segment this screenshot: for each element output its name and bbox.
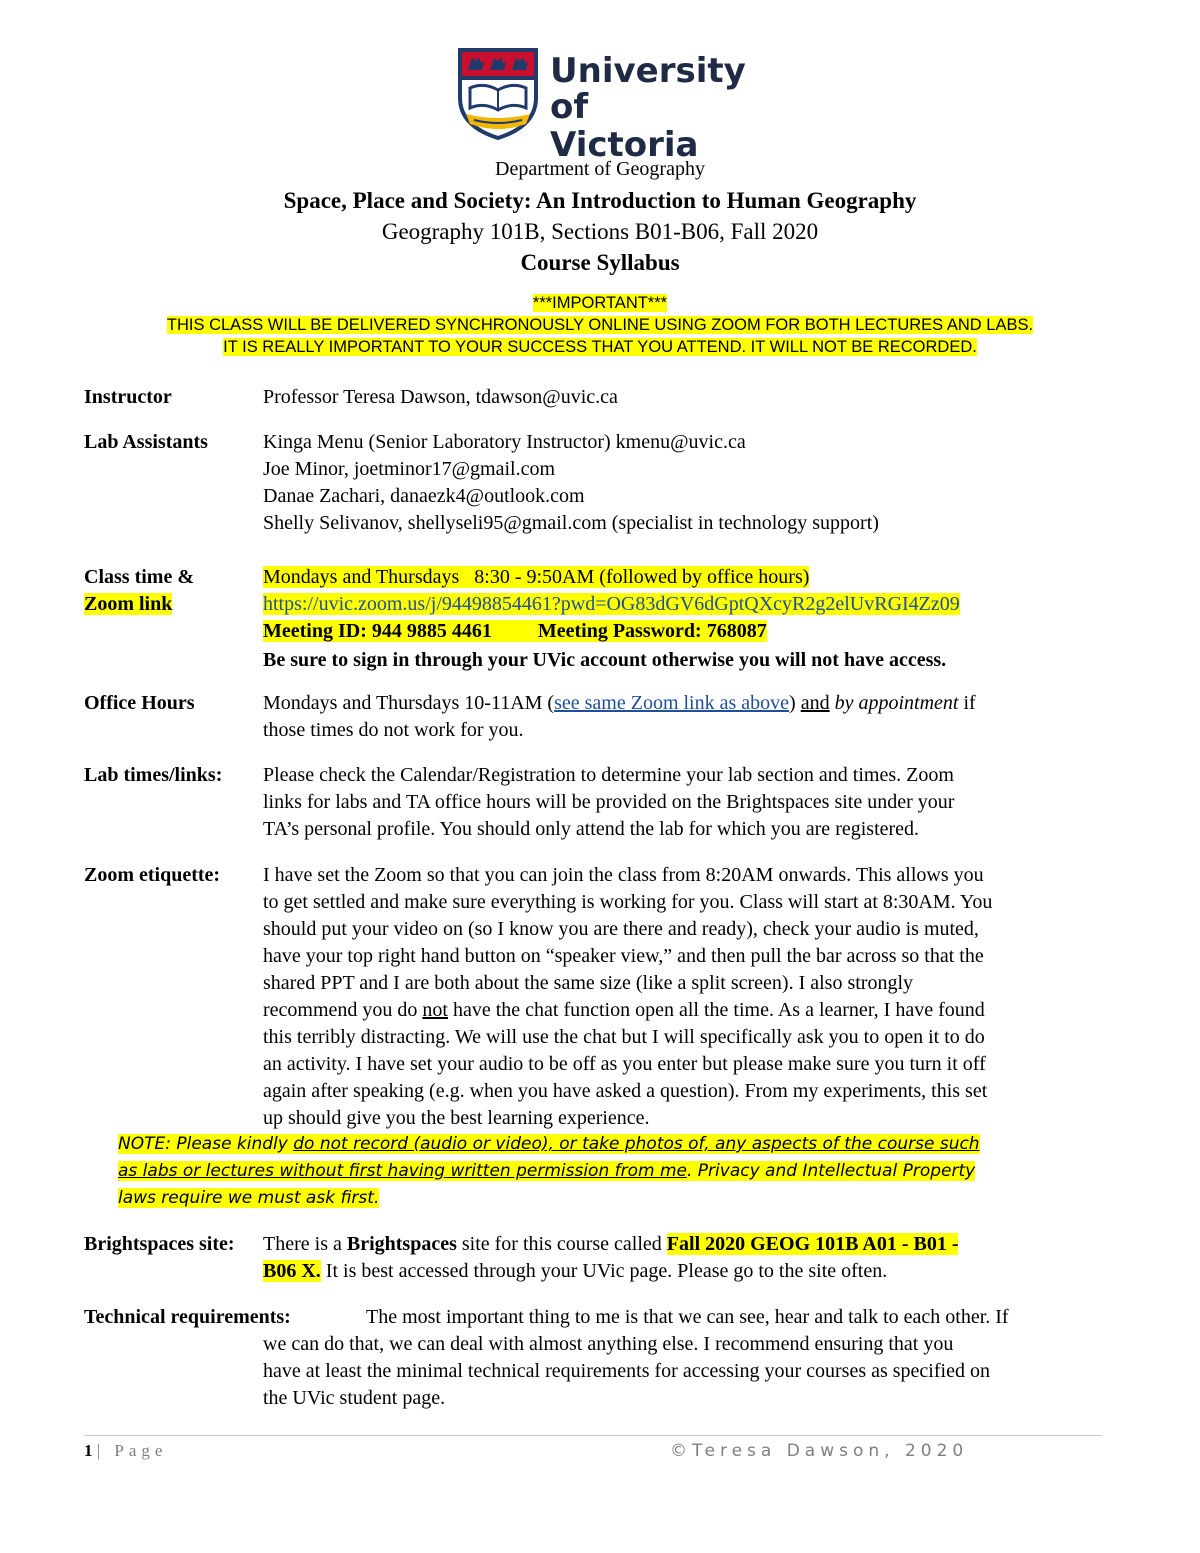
important-heading: ***IMPORTANT*** bbox=[532, 294, 668, 312]
crest-icon bbox=[456, 48, 540, 140]
note-text: laws require we must ask first. bbox=[118, 1188, 380, 1208]
zoom-etiquette-line: I have set the Zoom so that you can join the class from 8:20AM onwards. This allows you bbox=[263, 864, 984, 886]
zoom-etiquette-line: again after speaking (e.g. when you have asked a question). From my experiments, this set bbox=[263, 1080, 988, 1102]
office-hours-text: if bbox=[958, 692, 976, 714]
course-code: Geography 101B, Sections B01-B06, Fall 2020 bbox=[381, 219, 819, 244]
technical-requirements-value bbox=[263, 1331, 1103, 1412]
zoom-etiquette-emphasis: not bbox=[422, 999, 448, 1021]
zoom-etiquette-text: recommend you do bbox=[263, 999, 423, 1021]
office-hours-text: ) bbox=[789, 692, 801, 714]
brightspaces-site-name: Fall 2020 GEOG 101B A01 - B01 - bbox=[666, 1233, 959, 1255]
zoom-etiquette-line: an activity. I have set your audio to be off as you enter but please make sure you turn it off bbox=[263, 1053, 986, 1075]
zoom-etiquette-line: shared PPT and I are both about the same size (like a split screen). I also strongly bbox=[263, 972, 914, 994]
lab-assistants-list bbox=[263, 429, 1103, 537]
department-name: Department of Geography bbox=[495, 158, 705, 180]
instructor-label: Instructor bbox=[84, 386, 172, 408]
brightspaces-value bbox=[263, 1231, 1103, 1285]
class-time-label-line-1: Class time & bbox=[84, 566, 194, 588]
course-title: Space, Place and Society: An Introduction to Human Geography bbox=[283, 188, 917, 213]
page-number: 1 bbox=[84, 1441, 93, 1460]
class-time-value: Mondays and Thursdays 8:30 - 9:50AM (followed by office hours) bbox=[263, 566, 810, 588]
zoom-etiquette-label: Zoom etiquette: bbox=[84, 864, 221, 886]
important-line-2: IT IS REALLY IMPORTANT TO YOUR SUCCESS THAT YOU ATTEND. IT WILL NOT BE RECORDED. bbox=[223, 338, 977, 356]
lab-assistants-label: Lab Assistants bbox=[84, 431, 208, 453]
lab-assistant-item: Shelly Selivanov, shellyseli95@gmail.com (specialist in technology support) bbox=[263, 512, 879, 534]
page-label: | Page bbox=[96, 1441, 168, 1460]
brightspaces-text: There is a bbox=[263, 1233, 347, 1255]
brightspaces-label: Brightspaces site: bbox=[84, 1233, 235, 1255]
footer-divider bbox=[84, 1435, 1102, 1436]
meeting-password: Meeting Password: 768087 bbox=[537, 620, 767, 642]
zoom-etiquette-line: up should give you the best learning experience. bbox=[263, 1107, 650, 1129]
recording-note bbox=[118, 1131, 1098, 1212]
zoom-etiquette-line: have your top right hand button on “speaker view,” and then pull the bar across so that the bbox=[263, 945, 984, 967]
technical-first-line: The most important thing to me is that we can see, hear and talk to each other. If bbox=[366, 1306, 1009, 1328]
office-hours-text: and bbox=[800, 692, 830, 714]
class-time-label bbox=[84, 564, 194, 618]
zoom-etiquette-line: to get settled and make sure everything is working for you. Class will start at 8:30AM. You bbox=[263, 891, 993, 913]
office-hours-text: by appointment bbox=[834, 692, 959, 714]
sign-in-note: Be sure to sign in through your UVic account otherwise you will not have access. bbox=[263, 649, 947, 671]
brightspaces-text: It is best accessed through your UVic page. Please go to the site often. bbox=[320, 1260, 888, 1282]
class-time-label-line-2: Zoom link bbox=[84, 593, 173, 615]
lab-assistant-item: Danae Zachari, danaezk4@outlook.com bbox=[263, 485, 585, 507]
logo-line-1: University bbox=[550, 51, 746, 91]
important-line-1: THIS CLASS WILL BE DELIVERED SYNCHRONOUSLY ONLINE USING ZOOM FOR BOTH LECTURES AND LABS. bbox=[166, 316, 1034, 334]
brightspaces-text: site for this course called bbox=[456, 1233, 667, 1255]
note-emphasis: do not record (audio or video), or take photos of, any aspects of the course such bbox=[293, 1134, 980, 1154]
lab-times-line: links for labs and TA office hours will be provided on the Brightspaces site under your bbox=[263, 791, 955, 813]
office-hours-value bbox=[263, 690, 1103, 744]
zoom-link[interactable]: https://uvic.zoom.us/j/94498854461?pwd=OG83dGV6dGptQXcyR2g2elUvRGI4Zz09 bbox=[263, 593, 960, 615]
technical-line: we can do that, we can deal with almost anything else. I recommend ensuring that you bbox=[263, 1333, 954, 1355]
technical-requirements-label: Technical requirements: bbox=[84, 1306, 291, 1328]
office-hours-text: Mondays and Thursdays 10-11AM ( bbox=[263, 692, 555, 714]
university-logo bbox=[456, 48, 746, 165]
technical-line: the UVic student page. bbox=[263, 1387, 446, 1409]
note-emphasis: as labs or lectures without first having written permission from me bbox=[118, 1161, 687, 1181]
zoom-etiquette-value bbox=[263, 862, 1103, 1132]
instructor-value: Professor Teresa Dawson, tdawson@uvic.ca bbox=[263, 386, 618, 408]
lab-times-value bbox=[263, 762, 1103, 843]
lab-times-line: Please check the Calendar/Registration to determine your lab section and times. Zoom bbox=[263, 764, 954, 786]
meeting-id: Meeting ID: 944 9885 4461 bbox=[263, 620, 492, 642]
important-notice bbox=[0, 292, 1200, 358]
page-footer-left bbox=[84, 1440, 167, 1462]
zoom-etiquette-line bbox=[263, 997, 1103, 1024]
technical-line: have at least the minimal technical requirements for accessing your courses as specified on bbox=[263, 1360, 990, 1382]
brightspaces-text: Brightspaces bbox=[346, 1233, 457, 1255]
zoom-link-reference[interactable]: see same Zoom link as above bbox=[554, 692, 790, 714]
office-hours-label: Office Hours bbox=[84, 692, 195, 714]
zoom-etiquette-line: should put your video on (so I know you are there and ready), check your audio is muted, bbox=[263, 918, 979, 940]
note-text: . Privacy and Intellectual Property bbox=[686, 1161, 976, 1181]
brightspaces-site-name: B06 X. bbox=[263, 1260, 321, 1282]
document-type: Course Syllabus bbox=[520, 250, 680, 275]
lab-times-label: Lab times/links: bbox=[84, 764, 223, 786]
lab-times-line: TA’s personal profile. You should only attend the lab for which you are registered. bbox=[263, 818, 920, 840]
copyright-notice: ©Teresa Dawson, 2020 bbox=[670, 1441, 969, 1461]
note-text: NOTE: Please kindly bbox=[118, 1134, 294, 1154]
zoom-etiquette-line: this terribly distracting. We will use the chat but I will specifically ask you to open it to do bbox=[263, 1026, 985, 1048]
lab-assistant-item: Joe Minor, joetminor17@gmail.com bbox=[263, 458, 556, 480]
lab-assistant-item: Kinga Menu (Senior Laboratory Instructor) kmenu@uvic.ca bbox=[263, 431, 746, 453]
logo-line-2: of Victoria bbox=[550, 87, 699, 165]
class-time-details bbox=[263, 564, 1103, 674]
zoom-etiquette-text: have the chat function open all the time. As a learner, I have found bbox=[447, 999, 985, 1021]
office-hours-text: those times do not work for you. bbox=[263, 719, 524, 741]
